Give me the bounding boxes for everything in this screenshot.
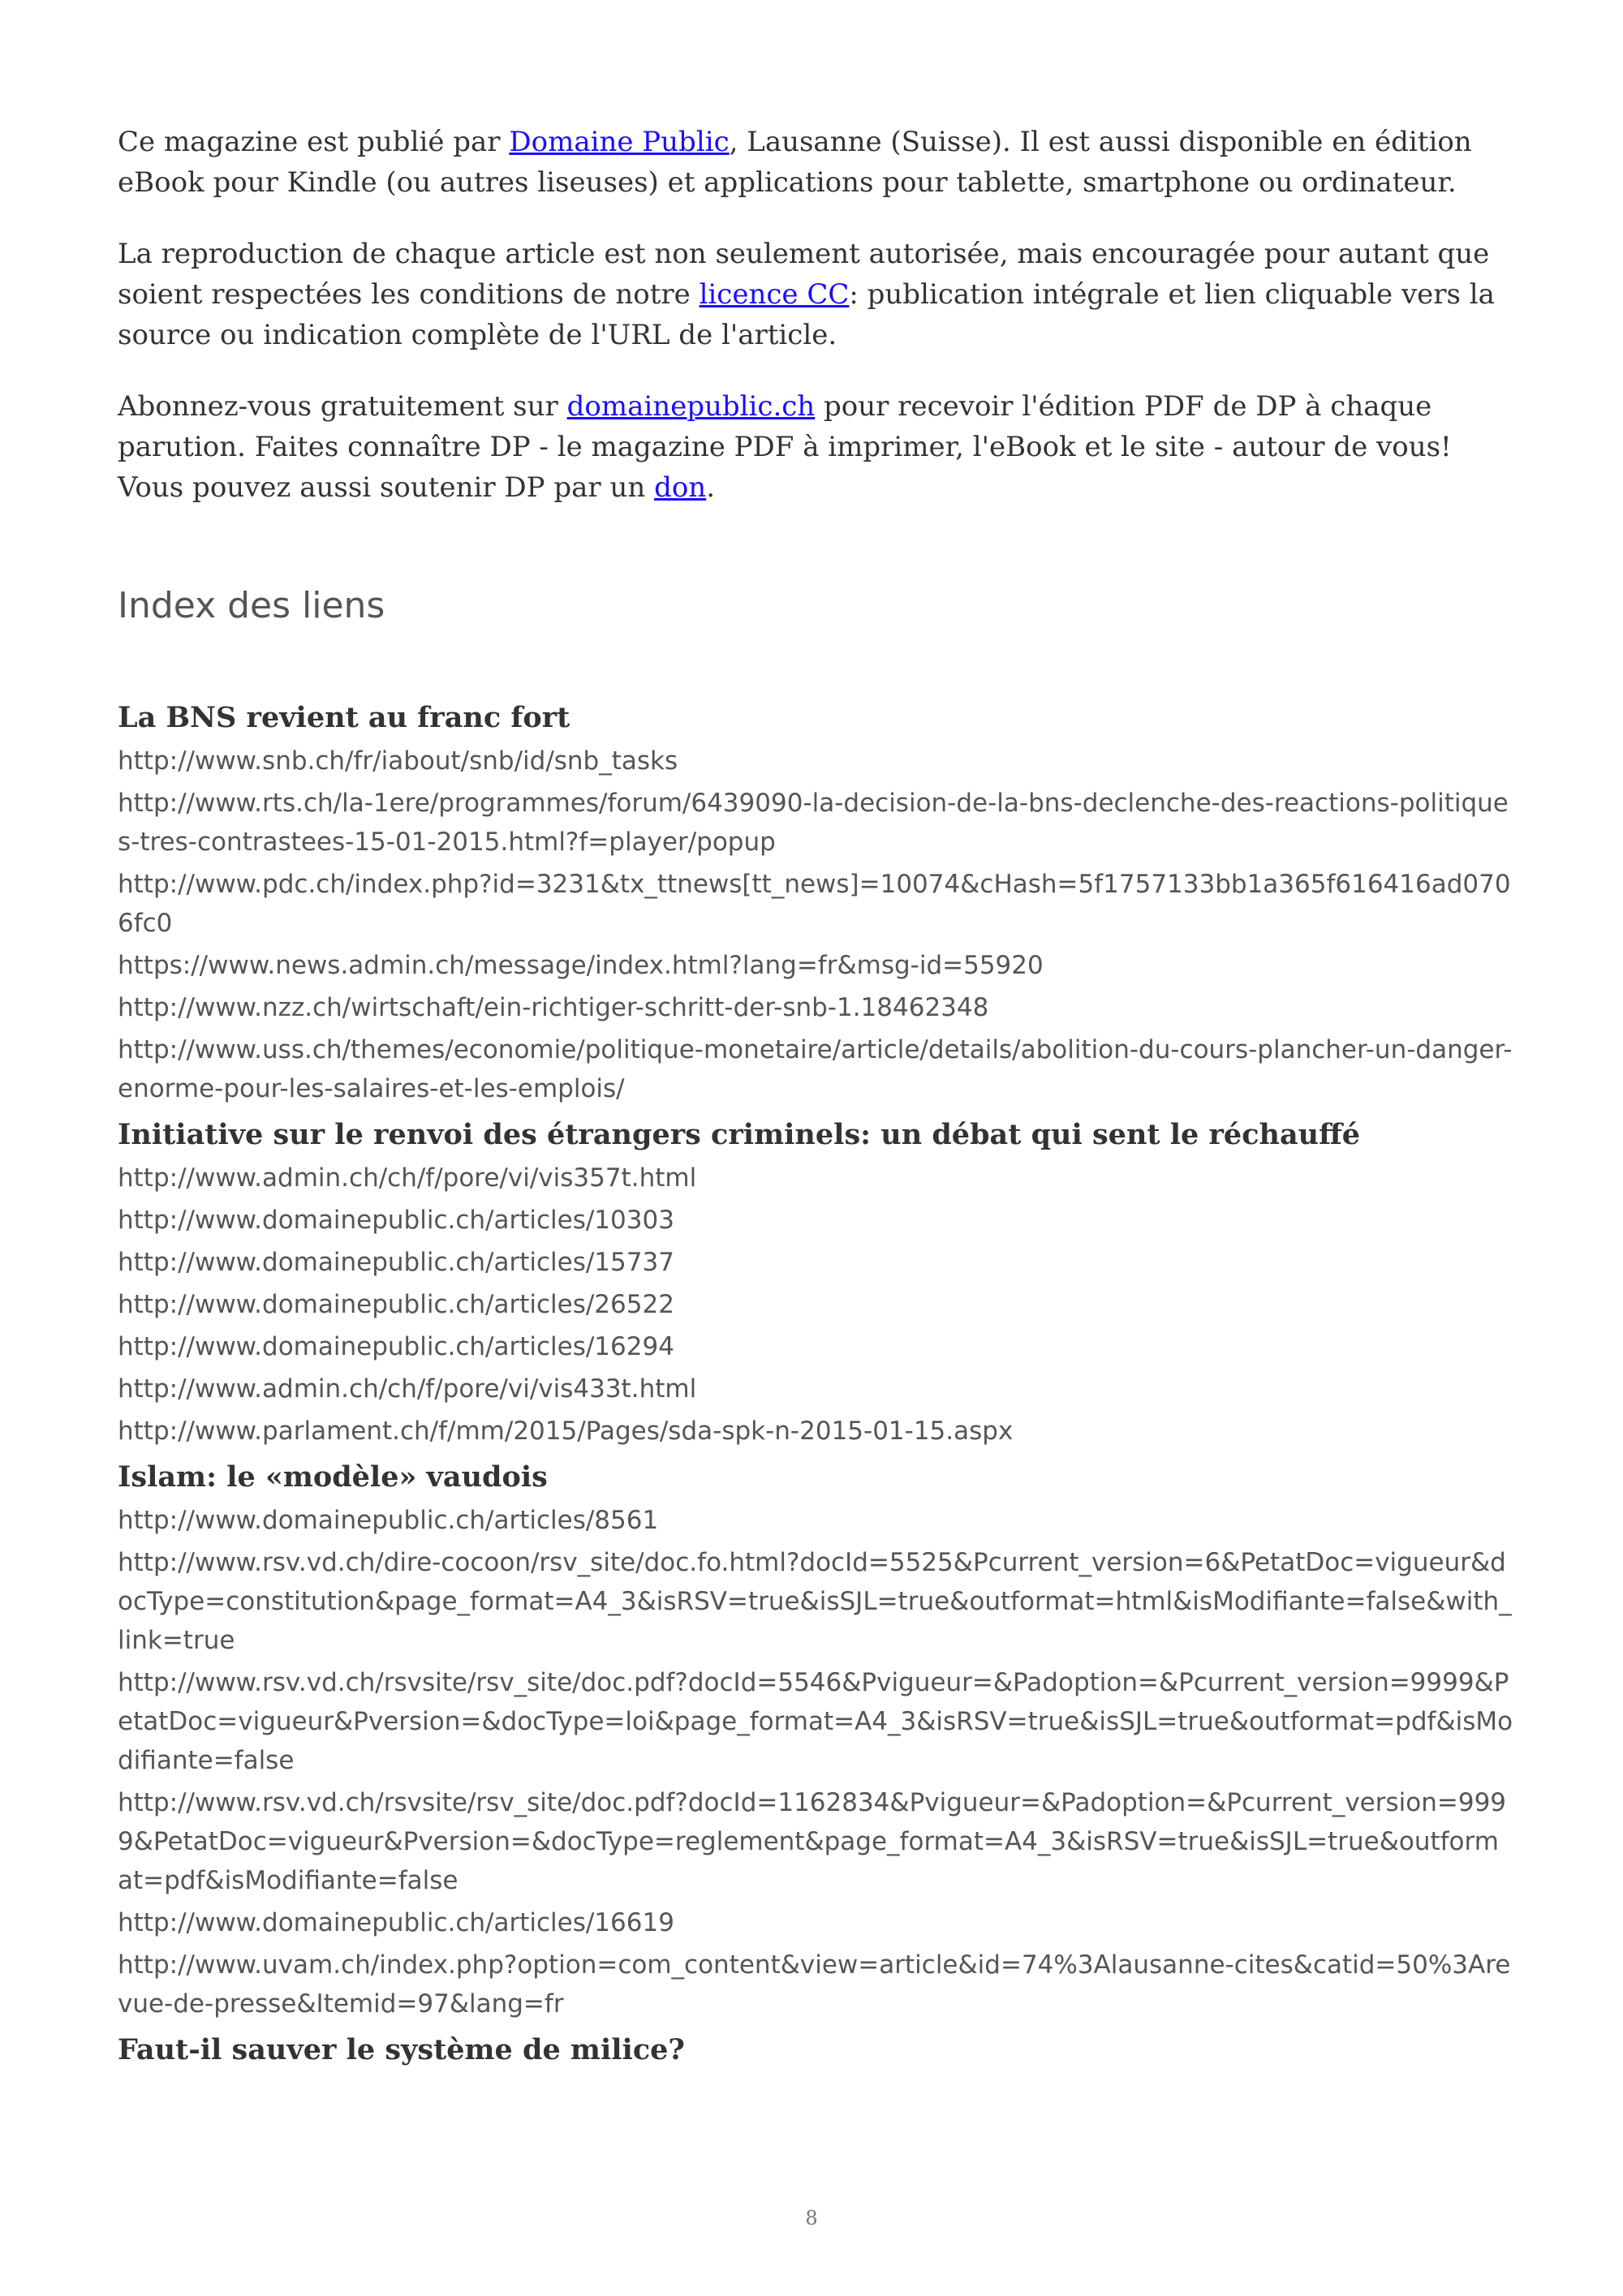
url-link[interactable]: http://www.domainepublic.ch/articles/26522	[118, 1290, 674, 1319]
intro-text: , Lausanne (Suisse). Il est aussi disponible en édition eBook pour Kindle (ou autres liseuses) et applications pour tablette, smartphone ou ordinateur.	[118, 126, 1472, 199]
url-link[interactable]: http://www.admin.ch/ch/f/pore/vi/vis357t.html	[118, 1163, 697, 1193]
url-link[interactable]: http://www.uss.ch/themes/economie/politique-monetaire/article/details/abolition-du-cours-plancher-un-danger-enorme-pour-les-salaires-et-les-emplois/	[118, 1035, 1513, 1103]
url-link[interactable]: http://www.rsv.vd.ch/rsvsite/rsv_site/doc.pdf?docId=1162834&Pvigueur=&Padoption=&Pcurrent_version=9999&PetatDoc=vigueur&Pversion=&docType=reglement&page_format=A4_3&isRSV=true&isSJL=true&outformat=pdf&isModifiante=false	[118, 1788, 1507, 1895]
url-link[interactable]: http://www.domainepublic.ch/articles/10303	[118, 1206, 674, 1235]
intro-text: .	[706, 471, 716, 504]
section-links	[118, 742, 1513, 1108]
link-section	[118, 1459, 1513, 2023]
url-link[interactable]: http://www.nzz.ch/wirtschaft/ein-richtiger-schritt-der-snb-1.18462348	[118, 993, 989, 1022]
url-link[interactable]: http://www.rsv.vd.ch/dire-cocoon/rsv_site/doc.fo.html?docId=5525&Pcurrent_version=6&PetatDoc=vigueur&docType=constitution&page_format=A4_3&isRSV=true&isSJL=true&outformat=html&isModifiante=false&with_link=true	[118, 1548, 1512, 1655]
intro-paragraph-license	[118, 234, 1513, 355]
url-link[interactable]: http://www.domainepublic.ch/articles/16619	[118, 1908, 674, 1937]
url-link[interactable]: http://www.admin.ch/ch/f/pore/vi/vis433t.html	[118, 1374, 697, 1404]
section-title: La BNS revient au franc fort	[118, 701, 570, 734]
url-link[interactable]: http://www.parlament.ch/f/mm/2015/Pages/sda-spk-n-2015-01-15.aspx	[118, 1417, 1014, 1446]
url-link[interactable]: http://www.domainepublic.ch/articles/16294	[118, 1332, 674, 1361]
url-link[interactable]: http://www.rsv.vd.ch/rsvsite/rsv_site/doc.pdf?docId=5546&Pvigueur=&Padoption=&Pcurrent_version=9999&PetatDoc=vigueur&Pversion=&docType=loi&page_format=A4_3&isRSV=true&isSJL=true&outformat=pdf&isModifiante=false	[118, 1668, 1513, 1775]
url-link[interactable]: http://www.rts.ch/la-1ere/programmes/forum/6439090-la-decision-de-la-bns-declenche-des-reactions-politiques-tres-contrastees-15-01-2015.html?f=player/popup	[118, 789, 1509, 857]
intro-paragraph-subscribe	[118, 386, 1513, 508]
section-title: Islam: le «modèle» vaudois	[118, 1460, 548, 1494]
url-link[interactable]: http://www.domainepublic.ch/articles/8561	[118, 1506, 659, 1535]
section-title: Initiative sur le renvoi des étrangers criminels: un débat qui sent le réchauffé	[118, 1118, 1361, 1151]
link-section	[118, 1116, 1513, 1451]
link-section	[118, 699, 1513, 1108]
url-link[interactable]: https://www.news.admin.ch/message/index.html?lang=fr&msg-id=55920	[118, 951, 1044, 980]
intro-text: pour recevoir l'édition PDF de DP à chaque parution. Faites connaître DP - le magazine PDF à imprimer, l'eBook et le site - autour de vous! Vous pouvez aussi soutenir DP par un	[118, 390, 1452, 504]
url-link[interactable]: http://www.domainepublic.ch/articles/15737	[118, 1248, 674, 1277]
intro-text: La reproduction de chaque article est non seulement autorisée, mais encouragée pour autant que soient respectées les conditions de notre	[118, 238, 1490, 311]
index-title: Index des liens	[118, 585, 385, 626]
link-index	[118, 699, 1513, 2069]
section-links	[118, 1501, 1513, 2023]
page-content	[118, 122, 1513, 2077]
don-link[interactable]: don	[654, 471, 707, 504]
intro-paragraph-publisher	[118, 122, 1513, 203]
page-number: 8	[805, 2207, 818, 2229]
section-title: Faut-il sauver le système de milice?	[118, 2033, 685, 2066]
intro	[118, 122, 1513, 508]
url-link[interactable]: http://www.uvam.ch/index.php?option=com_content&view=article&id=74%3Alausanne-cites&catid=50%3Arevue-de-presse&Itemid=97&lang=fr	[118, 1950, 1511, 2019]
link-section	[118, 2032, 1513, 2069]
licence-cc-link[interactable]: licence CC	[699, 278, 850, 311]
intro-text: Abonnez-vous gratuitement sur	[118, 390, 567, 423]
url-link[interactable]: http://www.pdc.ch/index.php?id=3231&tx_ttnews[tt_news]=10074&cHash=5f1757133bb1a365f616416ad0706fc0	[118, 870, 1511, 938]
intro-text: : publication intégrale et lien cliquable vers la source ou indication complète de l'URL de l'article.	[118, 278, 1495, 351]
url-link[interactable]: http://www.snb.ch/fr/iabout/snb/id/snb_tasks	[118, 746, 678, 776]
domainepublic-link[interactable]: domainepublic.ch	[566, 390, 816, 423]
domaine-public-link[interactable]: Domaine Public	[509, 126, 730, 158]
section-links	[118, 1159, 1513, 1451]
intro-text: Ce magazine est publié par	[118, 126, 510, 158]
